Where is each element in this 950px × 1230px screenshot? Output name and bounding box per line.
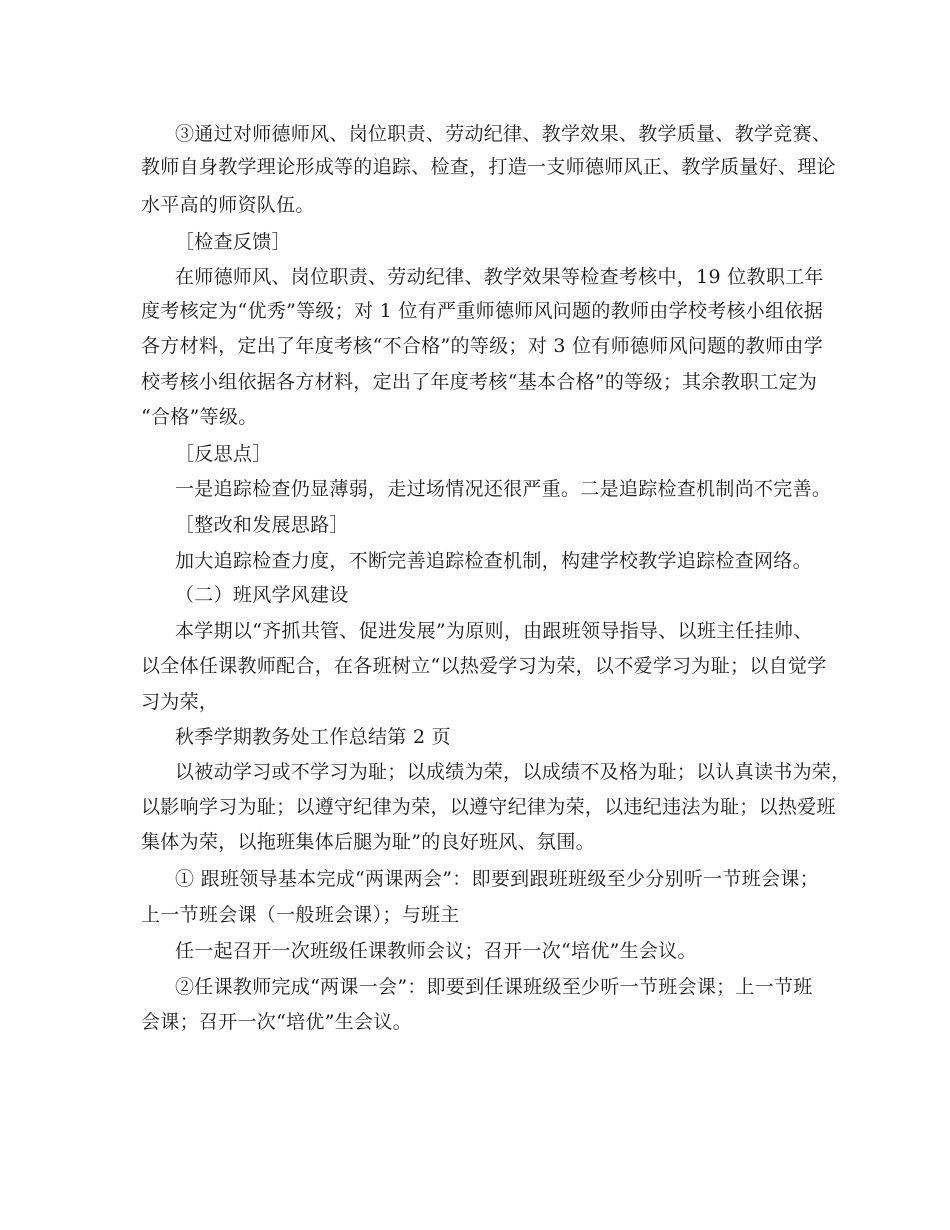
text-line: 一是追踪检查仍显薄弱，走过场情况还很严重。二是追踪检查机制尚不完善。 xyxy=(175,478,832,500)
text-line: ③通过对师德师风、岗位职责、劳动纪律、教学效果、教学质量、教学竞赛、 xyxy=(175,123,832,145)
text-line: 校考核小组依据各方材料，定出了年度考核“基本合格”的等级；其余教职工定为 xyxy=(141,371,818,393)
section-heading: （二）班风学风建设 xyxy=(175,584,349,606)
text-line: 水平高的师资队伍。 xyxy=(141,194,315,216)
page-footer-text: 秋季学期教务处工作总结第 2 页 xyxy=(175,726,451,748)
section-heading: ［检查反馈］ xyxy=(175,231,291,253)
text-line: 集体为荣，以拖班集体后腿为耻”的良好班风、氛围。 xyxy=(141,831,595,853)
text-line: 度考核定为“优秀”等级；对 1 位有严重师德师风问题的教师由学校考核小组依据 xyxy=(141,300,823,322)
text-line: ① 跟班领导基本完成“两课两会”：即要到跟班班级至少分别听一节班会课； xyxy=(175,868,819,890)
text-line: 加大追踪检查力度，不断完善追踪检查机制，构建学校教学追踪检查网络。 xyxy=(175,550,812,572)
text-line: 习为荣， xyxy=(141,691,219,713)
text-line: 以被动学习或不学习为耻；以成绩为荣，以成绩不及格为耻；以认真读书为荣， xyxy=(175,761,851,783)
text-line: 本学期以“齐抓共管、促进发展”为原则，由跟班领导指导、以班主任挂帅、 xyxy=(175,620,813,642)
section-heading: ［反思点］ xyxy=(175,443,272,465)
text-line: 上一节班会课（一般班会课）；与班主 xyxy=(141,904,460,926)
text-line: 以全体任课教师配合，在各班树立“以热爱学习为荣，以不爱学习为耻；以自觉学 xyxy=(141,655,827,677)
text-line: ②任课教师完成“两课一会”：即要到任课班级至少听一节班会课；上一节班 xyxy=(175,976,813,998)
text-line: “合格”等级。 xyxy=(141,406,258,428)
text-line: 会课；召开一次“培优”生会议。 xyxy=(141,1011,412,1033)
text-line: 教师自身教学理论形成等的追踪、检查，打造一支师德师风正、教学质量好、理论 xyxy=(141,156,836,178)
text-line: 以影响学习为耻；以遵守纪律为荣，以遵守纪律为荣，以违纪违法为耻；以热爱班 xyxy=(141,796,836,818)
text-line: 任一起召开一次班级任课教师会议；召开一次“培优”生会议。 xyxy=(175,940,697,962)
text-line: 各方材料，定出了年度考核“不合格”的等级；对 3 位有师德师风问题的教师由学 xyxy=(141,335,823,357)
text-line: 在师德师风、岗位职责、劳动纪律、教学效果等检查考核中，19 位教职工年 xyxy=(175,266,824,288)
section-heading: ［整改和发展思路］ xyxy=(175,514,349,536)
